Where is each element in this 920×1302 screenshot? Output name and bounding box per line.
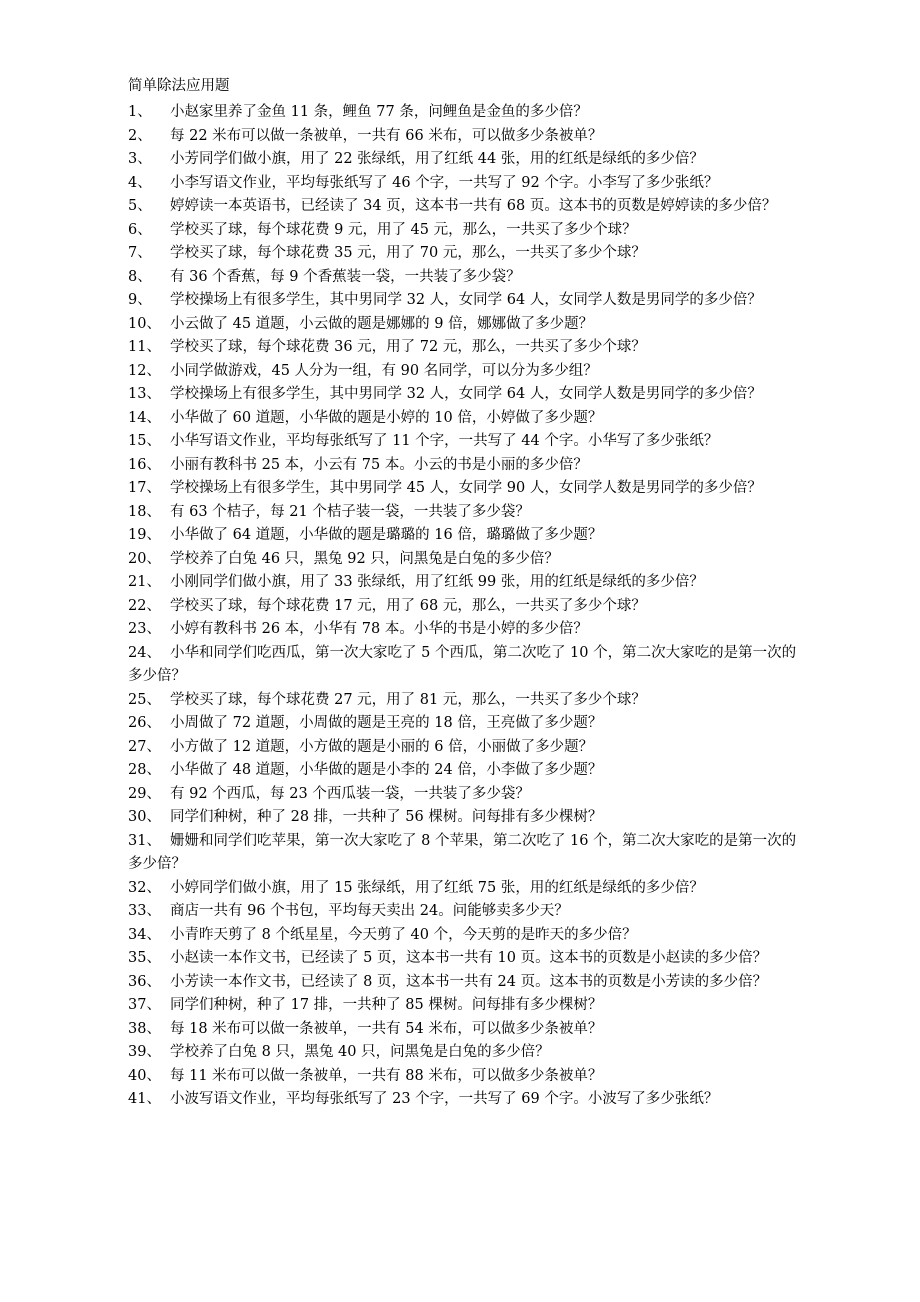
question-item <box>128 289 798 313</box>
question-text: 婷婷读一本英语书，已经读了 34 页，这本书一共有 68 页。这本书的页数是婷婷读的多少倍？ <box>170 198 777 214</box>
question-item <box>128 1088 798 1112</box>
question-text: 小华写语文作业，平均每张纸写了 11 个字，一共写了 44 个字。小华写了多少张纸？ <box>170 433 719 449</box>
question-number: 38、 <box>128 1020 161 1037</box>
question-item <box>128 148 798 172</box>
question-item <box>128 642 798 689</box>
question-text: 学校买了球，每个球花费 27 元，用了 81 元，那么，一共买了多少个球？ <box>170 691 646 708</box>
question-list <box>128 101 798 1112</box>
document-title: 简单除法应用题 <box>128 78 230 94</box>
question-item <box>128 172 798 196</box>
question-item <box>128 783 798 807</box>
question-number: 39、 <box>128 1044 161 1060</box>
question-number: 5、 <box>128 198 152 214</box>
question-number: 33、 <box>128 903 161 919</box>
question-text: 小芳读一本作文书，已经读了 8 页，这本书一共有 24 页。这本书的页数是小芳读的多少倍？ <box>170 973 768 990</box>
question-number: 3、 <box>128 151 152 167</box>
question-text: 小云做了 45 道题，小云做的题是娜娜的 9 倍，娜娜做了多少题？ <box>170 315 594 332</box>
question-text: 同学们种树，种了 17 排，一共种了 85 棵树。问每排有多少棵树？ <box>170 997 603 1013</box>
question-text: 姗姗和同学们吃苹果，第一次大家吃了 8 个苹果，第二次吃了 16 个，第二次大家吃的是第一次的多少倍？ <box>128 832 797 872</box>
question-item <box>128 994 798 1018</box>
question-text: 小华做了 48 道题，小华做的题是小李的 24 倍，小李做了多少题？ <box>170 762 603 778</box>
question-number: 19、 <box>128 527 161 543</box>
question-number: 24、 <box>128 644 161 661</box>
question-text: 小刚同学们做小旗，用了 33 张绿纸，用了红纸 99 张，用的红纸是绿纸的多少倍？ <box>170 574 704 590</box>
question-item <box>128 712 798 736</box>
question-text: 小赵家里养了金鱼 11 条，鲤鱼 77 条，问鲤鱼是金鱼的多少倍？ <box>170 104 588 120</box>
question-item <box>128 101 798 125</box>
question-text: 有 92 个西瓜，每 23 个西瓜装一袋，一共装了多少袋？ <box>170 785 530 802</box>
question-text: 学校买了球，每个球花费 35 元，用了 70 元，那么，一共买了多少个球？ <box>170 245 646 261</box>
question-text: 小周做了 72 道题，小周做的题是王亮的 18 倍，王亮做了多少题？ <box>170 715 603 731</box>
question-number: 4、 <box>128 174 152 191</box>
question-number: 20、 <box>128 550 161 567</box>
question-text: 学校操场上有很多学生，其中男同学 32 人，女同学 64 人，女同学人数是男同学的多少倍？ <box>170 292 762 308</box>
question-number: 15、 <box>128 433 161 449</box>
question-number: 13、 <box>128 386 161 402</box>
question-text: 有 63 个桔子，每 21 个桔子装一袋，一共装了多少袋？ <box>170 503 530 520</box>
question-item <box>128 900 798 924</box>
question-item <box>128 806 798 830</box>
question-item <box>128 830 798 877</box>
question-text: 小李写语文作业，平均每张纸写了 46 个字，一共写了 92 个字。小李写了多少张纸？ <box>170 174 719 191</box>
question-text: 商店一共有 96 个书包，平均每天卖出 24。问能够卖多少天？ <box>170 903 569 919</box>
question-item <box>128 1065 798 1089</box>
question-number: 1、 <box>128 104 152 120</box>
question-item <box>128 407 798 431</box>
question-item <box>128 383 798 407</box>
question-number: 31、 <box>128 832 161 849</box>
question-number: 36、 <box>128 973 161 990</box>
question-text: 小婷有教科书 26 本，小华有 78 本。小华的书是小婷的多少倍？ <box>170 621 588 637</box>
question-item <box>128 313 798 337</box>
question-item <box>128 266 798 290</box>
question-number: 22、 <box>128 597 161 614</box>
question-item <box>128 971 798 995</box>
question-text: 每 22 米布可以做一条被单，一共有 66 米布，可以做多少条被单？ <box>170 127 603 144</box>
question-number: 17、 <box>128 480 161 496</box>
question-text: 小青昨天剪了 8 个纸星星，今天剪了 40 个，今天剪的是昨天的多少倍？ <box>170 926 637 943</box>
question-item <box>128 736 798 760</box>
question-text: 学校养了白兔 46 只，黑兔 92 只，问黑兔是白兔的多少倍？ <box>170 550 559 567</box>
question-item <box>128 548 798 572</box>
question-number: 35、 <box>128 950 161 966</box>
question-item <box>128 947 798 971</box>
question-item <box>128 877 798 901</box>
question-text: 学校操场上有很多学生，其中男同学 32 人，女同学 64 人，女同学人数是男同学的多少倍？ <box>170 386 762 402</box>
question-text: 小华做了 64 道题，小华做的题是璐璐的 16 倍，璐璐做了多少题？ <box>170 527 603 543</box>
question-number: 8、 <box>128 268 152 285</box>
question-number: 16、 <box>128 456 161 473</box>
question-item <box>128 125 798 149</box>
question-item <box>128 242 798 266</box>
question-item <box>128 595 798 619</box>
question-text: 学校买了球，每个球花费 17 元，用了 68 元，那么，一共买了多少个球？ <box>170 597 646 614</box>
question-number: 10、 <box>128 315 161 332</box>
question-item <box>128 430 798 454</box>
question-text: 小华做了 60 道题，小华做的题是小婷的 10 倍，小婷做了多少题？ <box>170 409 603 426</box>
question-item <box>128 477 798 501</box>
question-number: 29、 <box>128 785 161 802</box>
question-text: 学校买了球，每个球花费 9 元，用了 45 元，那么，一共买了多少个球？ <box>170 221 637 238</box>
question-item <box>128 571 798 595</box>
question-text: 小华和同学们吃西瓜，第一次大家吃了 5 个西瓜，第二次吃了 10 个，第二次大家吃的是第一次的多少倍？ <box>128 644 797 684</box>
question-text: 学校养了白兔 8 只，黑兔 40 只，问黑兔是白兔的多少倍？ <box>170 1044 550 1060</box>
question-number: 34、 <box>128 926 161 943</box>
question-number: 30、 <box>128 809 161 825</box>
question-text: 小芳同学们做小旗，用了 22 张绿纸，用了红纸 44 张，用的红纸是绿纸的多少倍？ <box>170 151 704 167</box>
question-text: 学校操场上有很多学生，其中男同学 45 人，女同学 90 人，女同学人数是男同学的多少倍？ <box>170 480 762 496</box>
question-number: 32、 <box>128 879 161 896</box>
question-text: 每 11 米布可以做一条被单，一共有 88 米布，可以做多少条被单？ <box>170 1067 603 1084</box>
question-number: 27、 <box>128 738 161 755</box>
question-text: 同学们种树，种了 28 排，一共种了 56 棵树。问每排有多少棵树？ <box>170 809 603 825</box>
question-item <box>128 501 798 525</box>
question-number: 26、 <box>128 715 161 731</box>
question-text: 有 36 个香蕉，每 9 个香蕉装一袋，一共装了多少袋？ <box>170 268 521 285</box>
question-item <box>128 336 798 360</box>
question-item <box>128 1041 798 1065</box>
question-number: 40、 <box>128 1067 161 1084</box>
question-item <box>128 689 798 713</box>
question-number: 37、 <box>128 997 161 1013</box>
question-item <box>128 195 798 219</box>
question-number: 18、 <box>128 503 161 520</box>
question-item <box>128 759 798 783</box>
question-number: 41、 <box>128 1091 161 1107</box>
question-item <box>128 454 798 478</box>
question-number: 12、 <box>128 362 161 379</box>
question-number: 9、 <box>128 292 152 308</box>
question-number: 28、 <box>128 762 161 778</box>
question-number: 6、 <box>128 221 152 238</box>
question-text: 学校买了球，每个球花费 36 元，用了 72 元，那么，一共买了多少个球？ <box>170 339 646 355</box>
question-text: 小同学做游戏，45 人分为一组，有 90 名同学，可以分为多少组？ <box>170 362 598 379</box>
question-item <box>128 618 798 642</box>
question-item <box>128 360 798 384</box>
question-number: 2、 <box>128 127 152 144</box>
question-text: 小丽有教科书 25 本，小云有 75 本。小云的书是小丽的多少倍？ <box>170 456 588 473</box>
question-item <box>128 524 798 548</box>
question-number: 14、 <box>128 409 161 426</box>
question-number: 21、 <box>128 574 161 590</box>
question-number: 23、 <box>128 621 161 637</box>
question-number: 25、 <box>128 691 161 708</box>
question-text: 每 18 米布可以做一条被单，一共有 54 米布，可以做多少条被单？ <box>170 1020 603 1037</box>
question-number: 7、 <box>128 245 152 261</box>
question-text: 小婷同学们做小旗，用了 15 张绿纸，用了红纸 75 张，用的红纸是绿纸的多少倍？ <box>170 879 704 896</box>
question-text: 小方做了 12 道题，小方做的题是小丽的 6 倍，小丽做了多少题？ <box>170 738 594 755</box>
question-text: 小波写语文作业，平均每张纸写了 23 个字，一共写了 69 个字。小波写了多少张纸？ <box>170 1091 719 1107</box>
question-number: 11、 <box>128 339 161 355</box>
question-item <box>128 924 798 948</box>
question-item <box>128 219 798 243</box>
question-text: 小赵读一本作文书，已经读了 5 页，这本书一共有 10 页。这本书的页数是小赵读的多少倍？ <box>170 950 768 966</box>
question-item <box>128 1018 798 1042</box>
